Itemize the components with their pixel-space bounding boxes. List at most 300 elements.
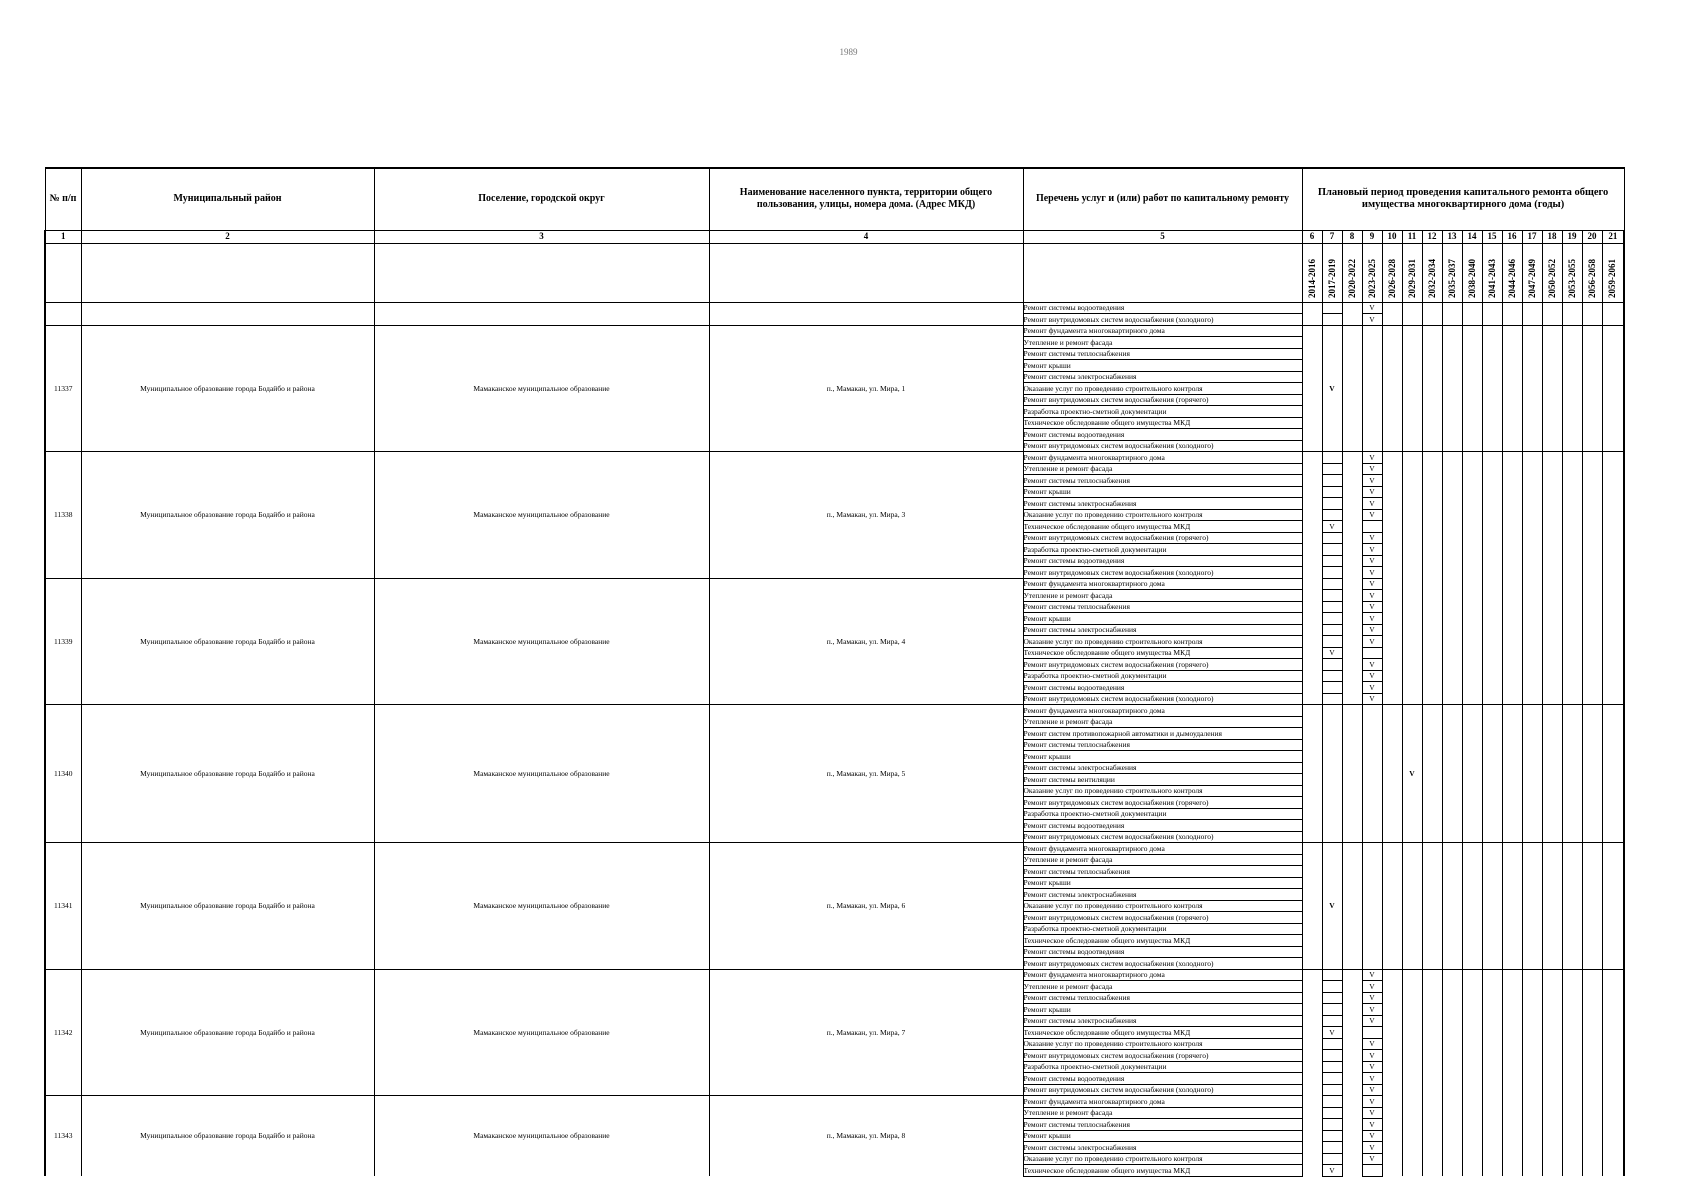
schedule-cell [1542, 636, 1562, 648]
work-name: Утепление и ремонт фасада [1023, 463, 1302, 475]
schedule-cell [1462, 1096, 1482, 1108]
schedule-cell [1502, 843, 1522, 970]
schedule-cell [1482, 452, 1502, 464]
schedule-cell [1402, 463, 1422, 475]
schedule-cell [1442, 1107, 1462, 1119]
work-name: Ремонт системы водоотведения [1023, 429, 1302, 441]
work-name: Ремонт системы водоотведения [1023, 820, 1302, 832]
schedule-cell [1602, 981, 1624, 993]
schedule-cell: V [1322, 843, 1342, 970]
schedule-cell [1522, 682, 1542, 694]
schedule-cell [1562, 1119, 1582, 1131]
schedule-cell [1402, 1096, 1422, 1108]
schedule-box: V [1362, 475, 1382, 487]
schedule-cell [1422, 509, 1442, 521]
schedule-box: V [1362, 578, 1382, 590]
schedule-cell [1402, 1142, 1422, 1154]
schedule-box: V [1362, 302, 1382, 314]
year-columns-row [45, 243, 1624, 302]
schedule-cell [1402, 1107, 1422, 1119]
column-number: 13 [1442, 230, 1462, 243]
schedule-cell [1442, 981, 1462, 993]
year-label: 2014-2016 [1306, 258, 1317, 298]
schedule-box: V [1362, 1073, 1382, 1085]
work-name: Ремонт внутридомовых систем водоснабжения (холодного) [1023, 1084, 1302, 1096]
schedule-cell [1302, 498, 1322, 510]
cont-district-cell [81, 302, 374, 325]
schedule-cell [1302, 486, 1322, 498]
schedule-cell [1562, 452, 1582, 464]
schedule-cell [1502, 981, 1522, 993]
schedule-cell [1602, 452, 1624, 464]
schedule-cell [1462, 302, 1482, 314]
schedule-cell [1482, 969, 1502, 981]
schedule-cell [1382, 555, 1402, 567]
schedule-cell [1422, 992, 1442, 1004]
schedule-cell [1602, 659, 1624, 671]
schedule-cell [1542, 1050, 1562, 1062]
schedule-cell [1542, 705, 1562, 843]
schedule-cell [1382, 693, 1402, 705]
schedule-box: V [1362, 1096, 1382, 1108]
work-row [45, 1096, 1624, 1108]
schedule-cell [1542, 1004, 1562, 1016]
schedule-cell [1482, 475, 1502, 487]
work-name: Ремонт внутридомовых систем водоснабжения (горячего) [1023, 532, 1302, 544]
work-name: Разработка проектно-сметной документации [1023, 1061, 1302, 1073]
work-name: Техническое обследование общего имущества МКД [1023, 647, 1302, 659]
schedule-box [1322, 590, 1342, 602]
schedule-cell [1522, 325, 1542, 452]
work-name: Техническое обследование общего имущества МКД [1023, 1027, 1302, 1039]
schedule-cell [1502, 1073, 1522, 1085]
schedule-cell [1542, 1084, 1562, 1096]
schedule-cell [1302, 1130, 1322, 1142]
schedule-cell [1502, 325, 1522, 452]
schedule-cell [1422, 682, 1442, 694]
header-works: Перечень услуг и (или) работ по капитальному ремонту [1023, 168, 1302, 230]
schedule-cell [1342, 670, 1362, 682]
work-name: Ремонт внутридомовых систем водоснабжения (холодного) [1023, 831, 1302, 843]
schedule-cell [1542, 969, 1562, 981]
schedule-cell [1382, 1119, 1402, 1131]
schedule-box: V [1362, 544, 1382, 556]
continued-work-row [45, 302, 1624, 314]
schedule-cell [1522, 636, 1542, 648]
schedule-cell [1482, 486, 1502, 498]
schedule-cell [1482, 1119, 1502, 1131]
work-name: Ремонт фундамента многоквартирного дома [1023, 452, 1302, 464]
municipal-district: Муниципальное образование города Бодайбо и района [81, 843, 374, 970]
work-name: Ремонт системы электроснабжения [1023, 889, 1302, 901]
schedule-cell [1502, 992, 1522, 1004]
schedule-cell [1442, 636, 1462, 648]
schedule-cell [1302, 981, 1322, 993]
schedule-box [1322, 969, 1342, 981]
schedule-cell [1542, 452, 1562, 464]
schedule-cell [1402, 647, 1422, 659]
work-name: Ремонт системы электроснабжения [1023, 1142, 1302, 1154]
schedule-cell [1522, 1073, 1542, 1085]
schedule-box: V [1362, 670, 1382, 682]
schedule-cell [1442, 624, 1462, 636]
schedule-cell [1522, 475, 1542, 487]
schedule-cell [1402, 302, 1422, 314]
schedule-box: V [1362, 636, 1382, 648]
schedule-cell [1302, 670, 1322, 682]
work-row [45, 705, 1624, 717]
work-name: Разработка проектно-сметной документации [1023, 670, 1302, 682]
schedule-cell [1482, 1165, 1502, 1177]
work-name: Оказание услуг по проведению строительного контроля [1023, 636, 1302, 648]
schedule-cell [1422, 302, 1442, 314]
schedule-cell [1582, 498, 1602, 510]
schedule-cell [1382, 992, 1402, 1004]
schedule-cell [1442, 647, 1462, 659]
schedule-cell [1342, 601, 1362, 613]
schedule-cell [1302, 314, 1322, 326]
schedule-cell [1602, 601, 1624, 613]
column-number: 14 [1462, 230, 1482, 243]
schedule-cell [1562, 843, 1582, 970]
schedule-cell [1542, 486, 1562, 498]
schedule-cell [1402, 555, 1422, 567]
schedule-cell [1562, 486, 1582, 498]
schedule-cell [1602, 498, 1624, 510]
schedule-cell [1442, 601, 1462, 613]
schedule-cell [1462, 705, 1482, 843]
work-name: Утепление и ремонт фасада [1023, 337, 1302, 349]
schedule-cell [1462, 498, 1482, 510]
schedule-cell [1462, 1015, 1482, 1027]
schedule-cell [1342, 992, 1362, 1004]
schedule-cell [1542, 659, 1562, 671]
work-name: Ремонт внутридомовых систем водоснабжения (холодного) [1023, 567, 1302, 579]
schedule-cell [1342, 532, 1362, 544]
schedule-cell [1462, 1142, 1482, 1154]
schedule-cell [1422, 624, 1442, 636]
schedule-box [1322, 693, 1342, 705]
schedule-cell [1462, 1130, 1482, 1142]
schedule-cell [1582, 843, 1602, 970]
year-label: 2020-2022 [1346, 258, 1357, 298]
schedule-cell [1302, 624, 1322, 636]
schedule-cell [1582, 613, 1602, 625]
schedule-cell [1302, 682, 1322, 694]
schedule-box [1322, 1084, 1342, 1096]
schedule-cell [1582, 463, 1602, 475]
schedule-cell [1562, 647, 1582, 659]
cont-num-cell [45, 302, 81, 325]
schedule-cell [1522, 1038, 1542, 1050]
schedule-cell [1302, 992, 1322, 1004]
column-number: 1 [45, 230, 81, 243]
schedule-cell [1482, 613, 1502, 625]
schedule-cell [1542, 463, 1562, 475]
schedule-cell [1582, 992, 1602, 1004]
schedule-cell [1562, 969, 1582, 981]
schedule-cell [1602, 1142, 1624, 1154]
schedule-cell [1562, 670, 1582, 682]
header-period: Плановый период проведения капитального ремонта общего имущества многоквартирного дома (годы) [1302, 168, 1624, 230]
schedule-cell [1602, 992, 1624, 1004]
schedule-cell [1462, 1004, 1482, 1016]
schedule-cell [1462, 1165, 1482, 1177]
schedule-cell [1422, 463, 1442, 475]
schedule-cell [1542, 325, 1562, 452]
schedule-cell [1602, 693, 1624, 705]
schedule-box: V [1362, 590, 1382, 602]
year-label: 2038-2040 [1466, 258, 1477, 298]
schedule-box [1322, 682, 1342, 694]
schedule-cell [1542, 693, 1562, 705]
schedule-cell [1602, 647, 1624, 659]
schedule-cell [1542, 1153, 1562, 1165]
schedule-cell [1502, 1130, 1522, 1142]
schedule-box: V [1362, 693, 1382, 705]
schedule-cell [1382, 532, 1402, 544]
schedule-cell [1502, 670, 1522, 682]
schedule-cell [1422, 1130, 1442, 1142]
schedule-cell [1602, 843, 1624, 970]
schedule-cell [1342, 302, 1362, 314]
schedule-cell [1302, 325, 1322, 452]
schedule-cell [1382, 486, 1402, 498]
work-name: Ремонт крыши [1023, 360, 1302, 372]
schedule-cell [1582, 659, 1602, 671]
schedule-cell [1342, 452, 1362, 464]
schedule-cell [1422, 1027, 1442, 1039]
schedule-cell [1302, 969, 1322, 981]
schedule-cell [1602, 1153, 1624, 1165]
work-name: Ремонт системы водоотведения [1023, 946, 1302, 958]
schedule-box [1322, 992, 1342, 1004]
work-name: Разработка проектно-сметной документации [1023, 923, 1302, 935]
schedule-box [1322, 463, 1342, 475]
schedule-cell [1402, 613, 1422, 625]
schedule-cell [1522, 969, 1542, 981]
schedule-cell [1562, 682, 1582, 694]
work-name: Ремонт фундамента многоквартирного дома [1023, 578, 1302, 590]
schedule-cell [1482, 590, 1502, 602]
schedule-box [1322, 475, 1342, 487]
schedule-cell [1502, 613, 1522, 625]
schedule-cell [1382, 1015, 1402, 1027]
year-blank [81, 243, 374, 302]
schedule-cell [1302, 452, 1322, 464]
schedule-cell [1402, 1015, 1422, 1027]
schedule-cell [1482, 659, 1502, 671]
schedule-cell [1602, 613, 1624, 625]
schedule-cell [1442, 498, 1462, 510]
schedule-cell [1502, 590, 1522, 602]
schedule-cell [1442, 486, 1462, 498]
schedule-cell [1482, 601, 1502, 613]
schedule-box [1322, 498, 1342, 510]
schedule-cell [1502, 693, 1522, 705]
schedule-cell [1582, 647, 1602, 659]
schedule-cell [1342, 314, 1362, 326]
schedule-cell [1302, 1119, 1322, 1131]
work-row [45, 843, 1624, 855]
work-name: Техническое обследование общего имущества МКД [1023, 935, 1302, 947]
schedule-cell [1482, 1153, 1502, 1165]
schedule-cell [1502, 1004, 1522, 1016]
schedule-cell [1302, 463, 1322, 475]
schedule-cell [1302, 1165, 1322, 1177]
schedule-cell [1582, 670, 1602, 682]
schedule-cell [1342, 1130, 1362, 1142]
schedule-cell [1442, 1142, 1462, 1154]
work-name: Утепление и ремонт фасада [1023, 590, 1302, 602]
year-column-header [1482, 243, 1502, 302]
schedule-cell [1462, 521, 1482, 533]
schedule-cell [1342, 693, 1362, 705]
schedule-cell [1402, 1153, 1422, 1165]
schedule-cell [1382, 325, 1402, 452]
year-column-header [1542, 243, 1562, 302]
schedule-cell [1502, 509, 1522, 521]
schedule-cell [1522, 647, 1542, 659]
schedule-cell [1402, 509, 1422, 521]
schedule-cell [1302, 578, 1322, 590]
schedule-box: V [1362, 613, 1382, 625]
year-label: 2032-2034 [1426, 258, 1437, 298]
work-name: Ремонт системы электроснабжения [1023, 371, 1302, 383]
schedule-box [1322, 1061, 1342, 1073]
schedule-cell [1482, 463, 1502, 475]
schedule-cell [1562, 578, 1582, 590]
schedule-cell [1602, 624, 1624, 636]
header-address: Наименование населенного пункта, территории общего пользования, улицы, номера дома. (Адрес МКД) [709, 168, 1023, 230]
schedule-cell [1382, 1038, 1402, 1050]
schedule-cell [1342, 1107, 1362, 1119]
schedule-cell [1322, 705, 1342, 843]
schedule-cell [1422, 1004, 1442, 1016]
schedule-cell [1402, 992, 1422, 1004]
schedule-box: V [1362, 314, 1382, 326]
schedule-cell [1522, 1004, 1542, 1016]
schedule-cell [1302, 1096, 1322, 1108]
schedule-cell [1602, 1073, 1624, 1085]
schedule-cell [1522, 992, 1542, 1004]
schedule-cell [1482, 567, 1502, 579]
schedule-cell [1602, 1096, 1624, 1108]
schedule-cell: V [1322, 325, 1342, 452]
schedule-cell [1582, 509, 1602, 521]
schedule-cell [1382, 1027, 1402, 1039]
schedule-cell [1422, 475, 1442, 487]
schedule-cell [1342, 1050, 1362, 1062]
schedule-cell [1422, 1015, 1442, 1027]
schedule-cell [1482, 992, 1502, 1004]
column-number: 7 [1322, 230, 1342, 243]
schedule-cell [1562, 463, 1582, 475]
schedule-cell [1522, 1027, 1542, 1039]
schedule-cell [1542, 567, 1562, 579]
year-label: 2041-2043 [1486, 258, 1497, 298]
schedule-cell [1582, 1119, 1602, 1131]
schedule-cell [1422, 555, 1442, 567]
schedule-cell [1302, 1038, 1322, 1050]
schedule-cell [1462, 1153, 1482, 1165]
schedule-cell [1562, 302, 1582, 314]
schedule-box [1322, 1142, 1342, 1154]
work-name: Ремонт внутридомовых систем водоснабжения (холодного) [1023, 440, 1302, 452]
schedule-cell [1482, 1015, 1502, 1027]
schedule-cell [1462, 452, 1482, 464]
schedule-cell [1542, 1119, 1562, 1131]
schedule-cell [1302, 705, 1322, 843]
schedule-cell [1462, 624, 1482, 636]
schedule-cell [1462, 659, 1482, 671]
house-address: п., Мамакан, ул. Мира, 7 [709, 969, 1023, 1096]
municipal-district: Муниципальное образование города Бодайбо и района [81, 578, 374, 705]
schedule-cell [1442, 475, 1462, 487]
schedule-cell [1502, 578, 1522, 590]
schedule-cell [1342, 1038, 1362, 1050]
schedule-cell [1482, 325, 1502, 452]
schedule-cell [1522, 1015, 1542, 1027]
schedule-cell [1342, 1061, 1362, 1073]
work-name: Ремонт крыши [1023, 1004, 1302, 1016]
schedule-cell [1582, 521, 1602, 533]
schedule-cell [1502, 1142, 1522, 1154]
year-column-header [1562, 243, 1582, 302]
schedule-cell [1502, 314, 1522, 326]
schedule-cell [1402, 1084, 1422, 1096]
schedule-cell [1342, 981, 1362, 993]
column-number: 16 [1502, 230, 1522, 243]
schedule-cell [1562, 981, 1582, 993]
schedule-cell [1342, 1027, 1362, 1039]
schedule-cell [1382, 475, 1402, 487]
year-column-header [1502, 243, 1522, 302]
work-name: Ремонт крыши [1023, 613, 1302, 625]
schedule-cell [1422, 1084, 1442, 1096]
schedule-cell [1482, 509, 1502, 521]
schedule-cell [1342, 463, 1362, 475]
schedule-cell [1342, 969, 1362, 981]
schedule-cell: V [1402, 705, 1422, 843]
schedule-cell [1462, 647, 1482, 659]
schedule-cell [1602, 1038, 1624, 1050]
schedule-cell [1382, 682, 1402, 694]
schedule-cell [1502, 452, 1522, 464]
schedule-box: V [1322, 1165, 1342, 1177]
column-number: 15 [1482, 230, 1502, 243]
column-number: 4 [709, 230, 1023, 243]
column-number: 11 [1402, 230, 1422, 243]
schedule-cell [1342, 705, 1362, 843]
schedule-cell [1382, 1084, 1402, 1096]
schedule-cell [1482, 693, 1502, 705]
work-name: Ремонт системы водоотведения [1023, 682, 1302, 694]
schedule-cell [1562, 1107, 1582, 1119]
house-address: п., Мамакан, ул. Мира, 4 [709, 578, 1023, 705]
schedule-cell [1442, 1061, 1462, 1073]
schedule-cell [1422, 452, 1442, 464]
schedule-cell [1562, 567, 1582, 579]
work-name: Ремонт системы электроснабжения [1023, 1015, 1302, 1027]
schedule-cell [1582, 532, 1602, 544]
column-number: 6 [1302, 230, 1322, 243]
schedule-cell [1462, 613, 1482, 625]
schedule-cell [1602, 532, 1624, 544]
schedule-cell [1542, 1130, 1562, 1142]
house-number: 11342 [45, 969, 81, 1096]
schedule-cell [1422, 498, 1442, 510]
